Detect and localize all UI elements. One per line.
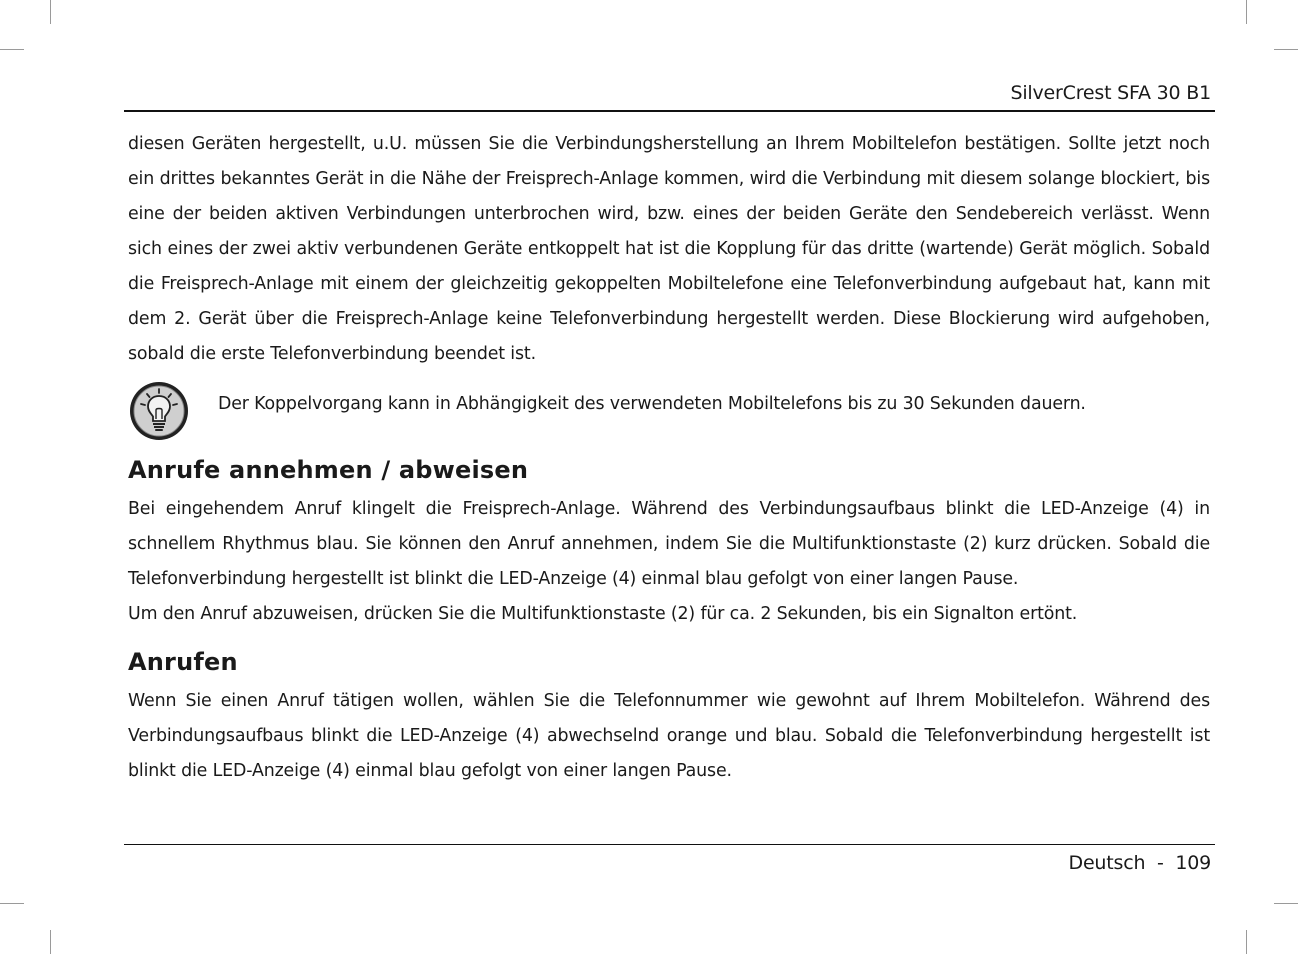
page-content [128, 127, 1210, 789]
page-footer: Deutsch - 109 [1068, 852, 1211, 874]
tip-note [128, 380, 1210, 442]
crop-mark [50, 930, 51, 954]
tip-text: Der Koppelvorgang kann in Abhängigkeit des verwendeten Mobiltelefons bis zu 30 Sekunden dauern. [218, 394, 1086, 414]
crop-mark [1246, 0, 1247, 24]
lightbulb-icon [128, 380, 190, 442]
crop-mark [0, 49, 24, 50]
section-heading-anrufen: Anrufen [128, 648, 238, 676]
paragraph-outgoing-call: Wenn Sie einen Anruf tätigen wollen, wählen Sie die Telefonnummer wie gewohnt auf Ihrem Mobiltelefon. Während des Verbindungsaufbaus blinkt die LED-Anzeige (4) abwechselnd orange und blau. Sobald die Telefonverbindung hergestellt ist blinkt die LED-Anzeige (4) einmal blau gefolgt von einer langen Pause. [128, 691, 1210, 781]
header-rule [124, 110, 1215, 112]
paragraph-incoming-call: Bei eingehendem Anruf klingelt die Freisprech-Anlage. Während des Verbindungsaufbaus blinkt die LED-Anzeige (4) in schnellem Rhythmus blau. Sie können den Anruf annehmen, indem Sie die Multifunktionstaste (2) kurz drücken. Sobald die Telefonverbindung hergestellt ist blinkt die LED-Anzeige (4) einmal blau gefolgt von einer langen Pause. [128, 499, 1210, 589]
crop-mark [50, 0, 51, 24]
crop-mark [1246, 930, 1247, 954]
crop-mark [0, 903, 24, 904]
crop-mark [1274, 49, 1298, 50]
paragraph-intro: diesen Geräten hergestellt, u.U. müssen Sie die Verbindungsherstellung an Ihrem Mobiltelefon bestätigen. Sollte jetzt noch ein drittes bekanntes Gerät in die Nähe der Freisprech-Anlage kommen, wird die Verbindung mit diesem solange blockiert, bis eine der beiden aktiven Verbindungen unterbrochen wird, bzw. eines der beiden Geräte den Sendebereich verlässt. Wenn sich eines der zwei aktiv verbundenen Geräte entkoppelt hat ist die Kopplung für das dritte (wartende) Gerät möglich. Sobald die Freisprech-Anlage mit einem der gleichzeitig gekoppelten Mobiltelefone eine Telefonverbindung aufgebaut hat, kann mit dem 2. Gerät über die Freisprech-Anlage keine Telefonverbindung hergestellt werden. Diese Blockierung wird aufgehoben, sobald die erste Telefonverbindung beendet ist. [128, 134, 1210, 364]
crop-mark [1274, 903, 1298, 904]
footer-rule [124, 844, 1215, 845]
paragraph-reject-call: Um den Anruf abzuweisen, drücken Sie die Multifunktionstaste (2) für ca. 2 Sekunden, bis ein Signalton ertönt. [128, 604, 1078, 624]
running-header: SilverCrest SFA 30 B1 [1010, 82, 1211, 104]
section-heading-anrufe-annehmen: Anrufe annehmen / abweisen [128, 456, 529, 484]
